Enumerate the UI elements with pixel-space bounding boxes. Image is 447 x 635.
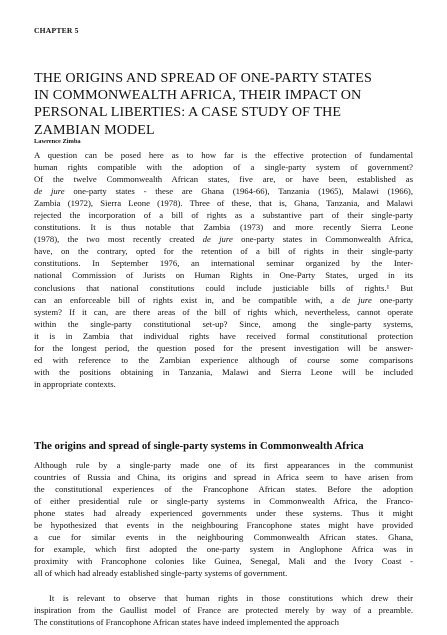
text-line: inspiration from the Gaullist model of France are protected merely by way of a preamble. <box>34 605 413 616</box>
relevance-paragraph <box>34 592 413 628</box>
title-line: THE ORIGINS AND SPREAD OF ONE-PARTY STATES <box>34 70 372 86</box>
text-line: for the longest period, the question posed for the present investigation will be answer- <box>34 342 413 353</box>
text-line: Zambia (1972), Sierra Leone (1978). Three of these, that is, Ghana, Tanzania, and Malawi <box>34 198 413 209</box>
text-line: It is relevant to observe that human rights in those constitutions which drew their <box>49 593 413 603</box>
text-line: the constitutional experiences of the Francophone African states. Before the adoption <box>34 484 413 495</box>
text-line: rejected the incorporation of a bill of rights as a substantive part of their single-party <box>34 210 413 221</box>
text-line: all of which had already established single-party systems of government. <box>34 568 288 579</box>
text-line: in appropriate contexts. <box>34 378 116 389</box>
text-line: constitutions. It is thus notable that Zambia (1973) and more recently Sierra Leone <box>34 222 413 233</box>
text-line: it is in Zambia that individual rights have received formal constitutional protection <box>34 330 413 341</box>
text-line: ed with reference to the Zambian experience although of course some comparisons <box>34 354 413 365</box>
text-line: The constitutions of Francophone African states have indeed implemented the approach <box>34 617 339 628</box>
text-line: can an enforceable bill of rights exist in, and be compatible with, a de jure one-party <box>34 294 414 305</box>
chapter-label: CHAPTER 5 <box>34 26 79 35</box>
text-line: proximity with Francophone colonies like Guinea, Senegal, Mali and the Ivory Coast - <box>34 556 413 567</box>
text-line: (1978), the two most recently created de jure one-party states in Commonwealth Africa, <box>34 234 413 245</box>
text-line: a cue for similar events in the neighbouring Commonwealth African states. Ghana, <box>34 532 413 543</box>
text-line: phone states had already experienced governments under these systems. Thus it might <box>34 508 413 519</box>
text-line: with the positions obtaining in Tanzania, Malawi and Sierra Leone will be included <box>34 366 413 377</box>
chapter-title <box>34 70 413 139</box>
text-line: countries of Russia and China, its origins and spread in Africa seem to have arisen from <box>34 472 413 483</box>
author-name: Lawrence Zimba <box>34 138 81 145</box>
text-line: de jure one-party states - these are Ghana (1964-66), Tanzania (1965), Malawi (1966), <box>34 186 413 197</box>
text-line: constitutions. In September 1976, an international seminar organized by the Inter- <box>34 258 413 269</box>
text-line: A question can be posed here as to how far is the effective protection of fundamental <box>34 150 413 160</box>
text-line: Of the twelve Commonwealth African states, five are, or have been, established as <box>34 174 413 185</box>
text-line: of either presidential rule or single-party systems in Commonwealth Africa, the Franco- <box>34 496 413 507</box>
text-line: within the single-party constitutional set-up? Since, among the single-party systems, <box>34 318 413 329</box>
text-line: Although rule by a single-party made one of its first appearances in the communist <box>34 460 413 470</box>
section-heading: The origins and spread of single-party systems in Commonwealth Africa <box>34 440 364 452</box>
text-line: have, on the contrary, opted for the retention of a bill of rights in their single-party <box>34 246 413 257</box>
text-line: be hypothesized that events in the neighbouring Francophone states might have provided <box>34 520 413 531</box>
origins-paragraph <box>34 459 413 579</box>
text-line: system? If it can, are there areas of the bill of rights which, nevertheless, cannot operate <box>34 306 413 317</box>
text-line: conclusions that national constitutions could include justiciable bills of rights.¹ But <box>34 282 413 293</box>
text-line: national Commission of Jurists on Human Rights in One-Party States, urged in its <box>34 270 413 281</box>
title-line: PERSONAL LIBERTIES: A CASE STUDY OF THE <box>34 104 342 121</box>
title-line: ZAMBIAN MODEL <box>34 121 155 138</box>
title-line: IN COMMONWEALTH AFRICA, THEIR IMPACT ON <box>34 87 362 104</box>
text-line: for example, which first adopted the one-party system in Anglophone Africa was in <box>34 544 413 555</box>
intro-paragraph <box>34 149 413 390</box>
text-line: human rights compatible with the adoption of a single-party system of government? <box>34 162 413 173</box>
